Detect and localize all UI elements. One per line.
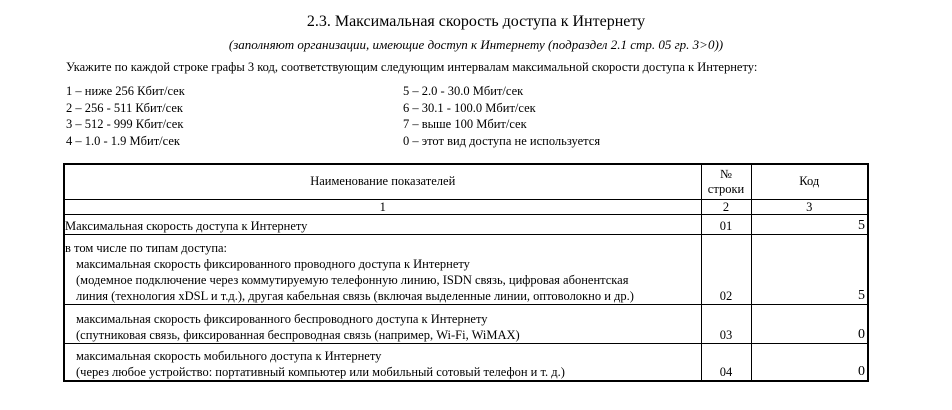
row-label-line: линия (технология xDSL и т.д.), другая кабельная связь (включая выделенные линии, оптоволокно и др.) — [76, 288, 634, 303]
row-number: 03 — [701, 304, 751, 343]
section-subtitle: (заполняют организации, имеющие доступ к Интернету (подраздел 2.1 стр. 05 гр. 3>0)) — [228, 37, 724, 52]
legend-item: 4 – 1.0 - 1.9 Мбит/сек — [66, 133, 180, 148]
legend-item: 7 – выше 100 Мбит/сек — [403, 117, 527, 131]
row-number: 02 — [701, 234, 751, 304]
legend-item: 1 – ниже 256 Кбит/сек — [66, 84, 185, 98]
header-row-number-line1: № — [720, 166, 732, 181]
table-header-row — [64, 164, 868, 199]
table-row — [64, 343, 868, 381]
code-legend-right — [403, 83, 600, 149]
header-code: Код — [751, 164, 868, 199]
legend-item: 2 – 256 - 511 Кбит/сек — [66, 100, 183, 115]
col-number: 2 — [701, 199, 751, 214]
code-value[interactable]: 5 — [751, 214, 868, 234]
row-label — [64, 234, 701, 304]
legend-item: 3 – 512 - 999 Кбит/сек — [66, 117, 184, 131]
code-value[interactable]: 0 — [751, 304, 868, 343]
row-label-line: максимальная скорость мобильного доступа к Интернету — [76, 349, 382, 363]
row-label-line: (через любое устройство: портативный компьютер или мобильный сотовый телефон и т. д.) — [76, 365, 565, 379]
row-label — [64, 304, 701, 343]
instruction-text: Укажите по каждой строке графы 3 код, соответствующим следующим интервалам максимальной скорости доступа к Интернету: — [66, 60, 758, 74]
section-title: 2.3. Максимальная скорость доступа к Интернету — [306, 13, 646, 30]
col-number: 1 — [64, 199, 701, 214]
header-row-number-line2: строки — [707, 181, 745, 196]
row-label-line: максимальная скорость фиксированного беспроводного доступа к Интернету — [76, 311, 488, 326]
row-label-line: (спутниковая связь, фиксированная беспроводная связь (например, Wi-Fi, WiMAX) — [76, 327, 520, 342]
row-label-line: Максимальная скорость доступа к Интернету — [65, 218, 308, 233]
code-legend-left — [66, 83, 185, 149]
column-numbers-row — [64, 199, 868, 214]
code-value[interactable]: 5 — [751, 234, 868, 304]
header-row-number — [701, 164, 751, 199]
speed-table — [63, 163, 869, 382]
table-row — [64, 304, 868, 343]
legend-item: 5 – 2.0 - 30.0 Мбит/сек — [403, 84, 524, 98]
col-number: 3 — [751, 199, 868, 214]
row-label-line: максимальная скорость фиксированного проводного доступа к Интернету — [76, 256, 470, 271]
row-label-line: (модемное подключение через коммутируемую телефонную линию, ISDN связь, цифровая абонентская — [76, 272, 629, 287]
legend-item: 6 – 30.1 - 100.0 Мбит/сек — [403, 100, 536, 115]
header-name: Наименование показателей — [64, 164, 701, 199]
row-number: 04 — [701, 343, 751, 381]
table-row — [64, 214, 868, 234]
legend-item: 0 – этот вид доступа не используется — [403, 133, 601, 148]
row-number: 01 — [701, 214, 751, 234]
row-label-prefix: в том числе по типам доступа: — [65, 240, 228, 255]
table-row — [64, 234, 868, 304]
code-value[interactable]: 0 — [751, 343, 868, 381]
row-label — [64, 343, 701, 381]
row-label — [64, 214, 701, 234]
